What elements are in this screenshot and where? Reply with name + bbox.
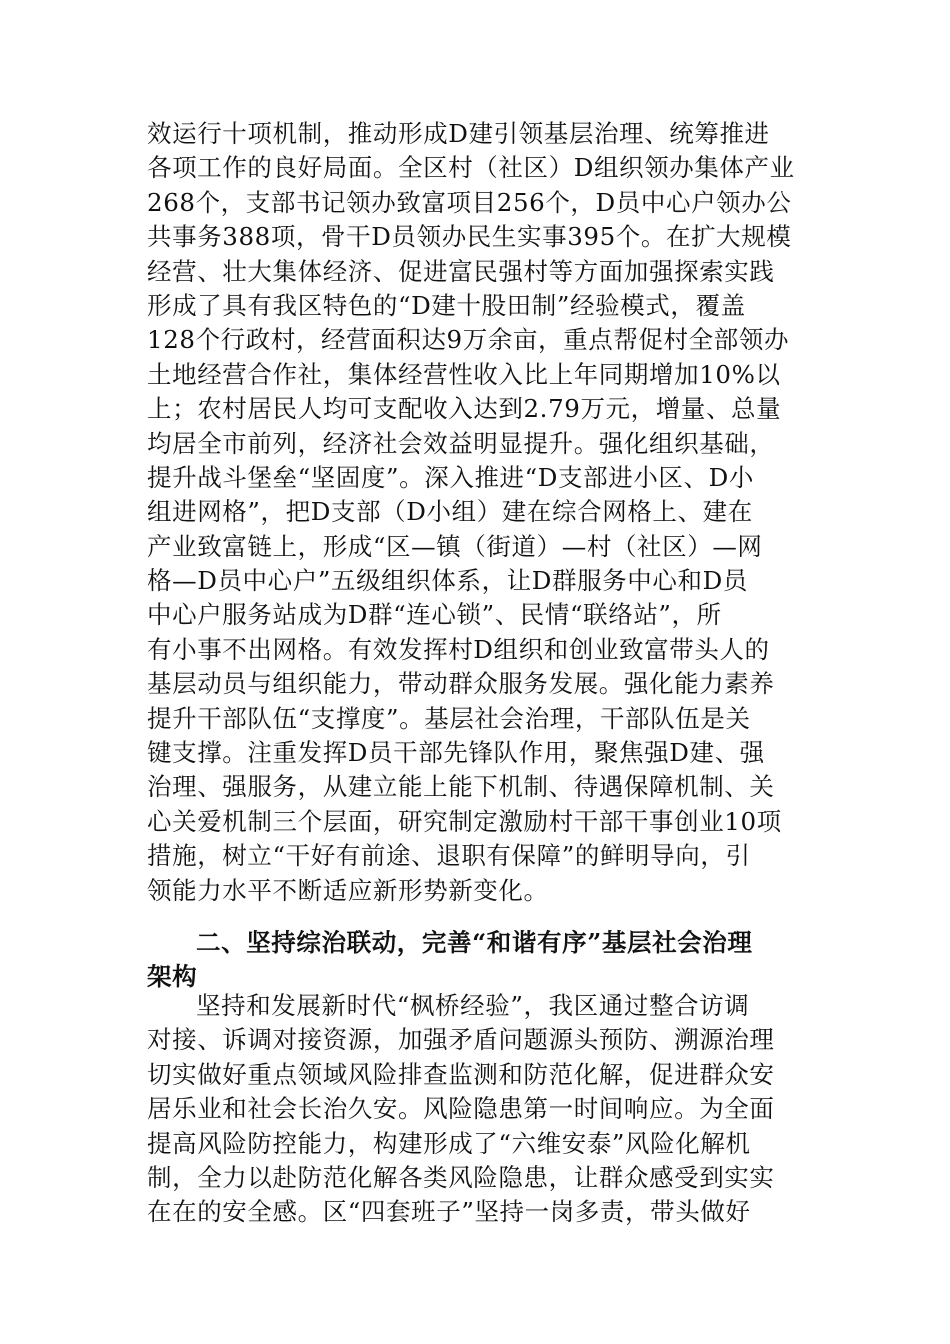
paragraph-line: 土地经营合作社，集体经营性收入比上年同期增加10%以 [147,359,781,389]
paragraph-line: 均居全市前列，经济社会效益明显提升。强化组织基础， [147,428,775,458]
paragraph-line: 组进网格”，把D支部（D小组）建在综合网格上、建在 [147,497,753,527]
body-paragraph-1 [147,117,807,908]
paragraph-line: 经营、壮大集体经济、促进富民强村等方面加强探索实践 [147,256,775,286]
paragraph-line: 坚持和发展新时代“枫桥经验”，我区通过整合访调 [196,991,750,1020]
paragraph-line: 居乐业和社会长治久安。风险隐患第一时间响应。为全面 [147,1094,775,1124]
paragraph-line: 心关爱机制三个层面，研究制定激励村干部干事创业10项 [147,806,782,836]
section-heading-line: 二、坚持综治联动，完善“和谐有序”基层社会治理 [196,928,753,957]
paragraph-line: 提升干部队伍“支撑度”。基层社会治理，干部队伍是关 [147,703,751,733]
paragraph-line: 在在的安全感。区“四套班子”坚持一岗多责，带头做好 [147,1197,751,1227]
paragraph-line: 效运行十项机制，推动形成D建引领基层治理、统筹推进 [147,119,770,148]
paragraph-line: 形成了具有我区特色的“D建十股田制”经验模式，覆盖 [147,290,746,320]
paragraph-line: 128个行政村，经营面积达9万余亩，重点帮促村全部领办 [147,325,790,355]
paragraph-line: 对接、诉调对接资源，加强矛盾问题源头预防、溯源治理 [147,1025,775,1055]
section-heading-line: 架构 [147,962,198,992]
paragraph-line: 措施，树立“干好有前途、退职有保障”的鲜明导向，引 [147,841,751,871]
paragraph-line: 领能力水平不断适应新形势新变化。 [147,875,549,905]
paragraph-line: 提升战斗堡垒“坚固度”。深入推进“D支部进小区、D小 [147,462,754,492]
paragraph-line: 键支撑。注重发挥D员干部先锋队作用，聚焦强D建、强 [147,738,765,768]
paragraph-line: 提高风险防控能力，构建形成了“六维安泰”风险化解机 [147,1128,751,1158]
paragraph-line: 治理、强服务，从建立能上能下机制、待遇保障机制、关 [147,772,775,802]
section-heading [147,926,807,995]
body-paragraph-2 [147,989,807,1230]
paragraph-line: 制，全力以赴防范化解各类风险隐患，让群众感受到实实 [147,1162,775,1192]
paragraph-line: 共事务388项，骨干D员领办民生实事395个。在扩大规模 [147,222,792,252]
paragraph-line: 各项工作的良好局面。全区村（社区）D组织领办集体产业 [147,153,795,183]
paragraph-line: 上；农村居民人均可支配收入达到2.79万元，增量、总量 [147,394,782,424]
paragraph-line: 基层动员与组织能力，带动群众服务发展。强化能力素养 [147,669,775,699]
paragraph-line: 产业致富链上，形成“区—镇（街道）—村（社区）—网 [147,531,763,561]
paragraph-line: 268个，支部书记领办致富项目256个，D员中心户领办公 [147,187,792,217]
paragraph-line: 格—D员中心户”五级组织体系，让D群服务中心和D员 [147,566,748,596]
paragraph-line: 中心户服务站成为D群“连心锁”、民情“联络站”，所 [147,600,722,630]
paragraph-line: 有小事不出网格。有效发挥村D组织和创业致富带头人的 [147,634,770,664]
paragraph-line: 切实做好重点领域风险排查监测和防范化解，促进群众安 [147,1059,775,1089]
